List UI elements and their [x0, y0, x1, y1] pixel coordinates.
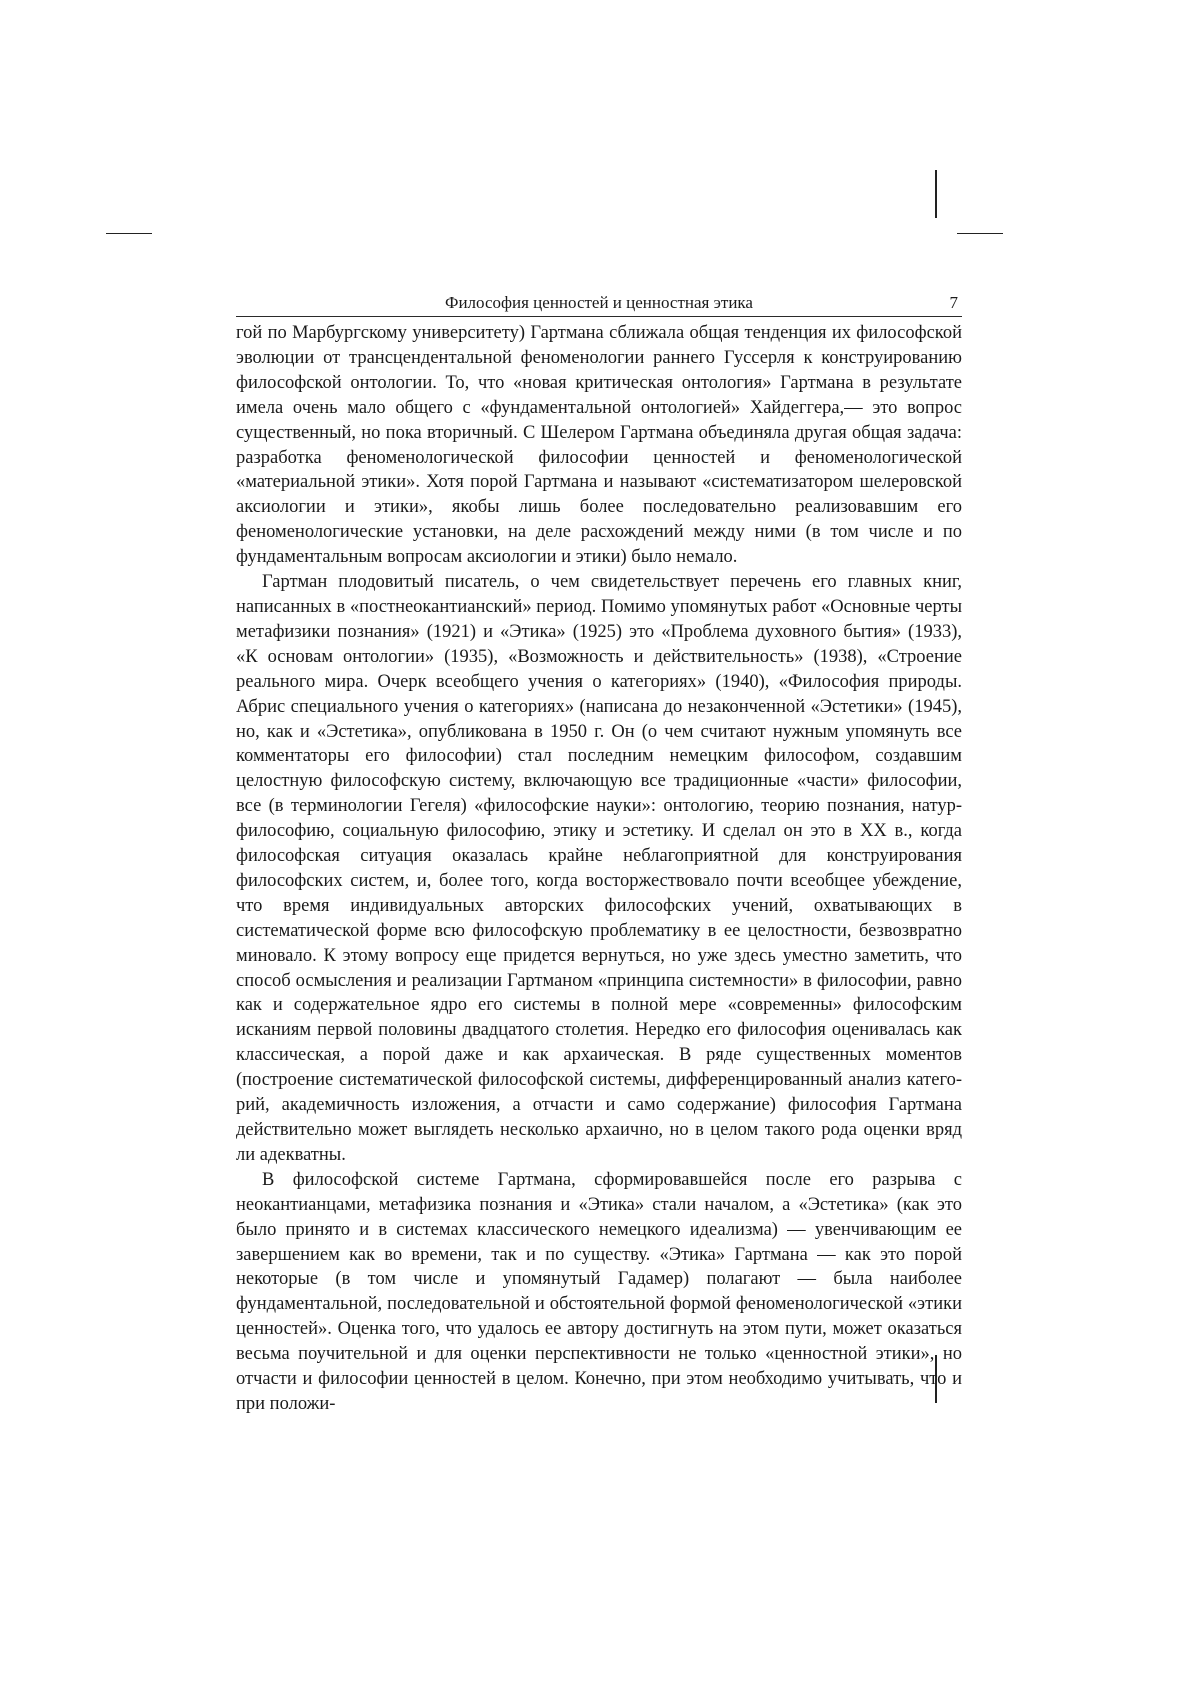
- paragraph-3: В философской системе Гартмана, сформировавшейся после его разрыва с неокантианцами, метафизика познания и «Этика» стали началом, а «Эстетика» (как это было принято и в системах классического немецкого идеализма) — увенчивающим ее завершением как во времени, так и по существу. «Этика» Гартмана — как это порой некоторые (в том числе и упомянутый Гадамер) полагают — была наиболее фундаментальной, последовательной и обстоятельной формой феноменологической «этики ценностей». Оценка того, что удалось ее автору достигнуть на этом пути, может оказаться весьма поучительной и для оценки перспективности не только «ценностной этики», но отчасти и философии ценностей в целом. Конечно, при этом необходимо учитывать, что и при положи-: [236, 1169, 962, 1414]
- paragraph-1: гой по Марбургскому университету) Гартмана сближала общая тенденция их философской эволюции от трансцендентальной феноменологии раннего Гуссерля к конструированию философской онтологии. То, что «новая критическая онтология» Гартмана в результате имела очень мало общего с «фундаментальной онтологией» Хайдеггера,— это вопрос существенный, но пока вторичный. С Шелером Гартмана объединяла другая общая задача: разработка феноменологической философии ценностей и феноменологической «материальной этики». Хотя порой Гартмана и называют «систематизатором шелеровской аксиологии и этики», якобы лишь более последовательно реализовавшим его феноменологические установки, на деле расхождений между ними (в том числе и по фундаментальным вопросам аксиологии и этики) было немало.: [236, 323, 962, 568]
- page-number: 7: [949, 293, 958, 312]
- crop-mark-right: [957, 233, 1003, 234]
- running-header: [236, 290, 962, 317]
- crop-mark-left: [106, 233, 152, 234]
- book-page: [236, 290, 962, 1417]
- crop-mark-top: [935, 170, 937, 218]
- paragraph-2: Гартман плодовитый писатель, о чем свидетельствует перечень его главных книг, написанных в «постнеокантианский» период. Помимо упомянутых работ «Основные черты метафизики познания» (1921) и «Этика» (1925) это «Проблема духовного бытия» (1933), «К основам онтологии» (1935), «Возможность и действительность» (1938), «Строение реального мира. Очерк всеобщего учения о категориях» (1940), «Философия природы. Абрис специального учения о категориях» (написана до незаконченной «Эстетики» (1945), но, как и «Эстетика», опубликована в 1950 г. Он (о чем считают нужным упомянуть все комментаторы его философии) стал последним немецким философом, создавшим целостную философскую систему, включающую все традиционные «части» философии, все (в терминологии Гегеля) «философские науки»: онтологию, теорию познания, натурфилософию, социальную философию, этику и эстетику. И сделал он это в XX в., когда философская ситуация оказалась крайне неблагоприятной для конструирования философских систем, и, более того, когда восторжествовало почти всеобщее убеждение, что время индивидуальных авторских философских учений, охватывающих в систематической форме всю философскую проблематику в ее целостности, безвозвратно миновало. К этому вопросу еще придется вернуться, но уже здесь уместно заметить, что способ осмысления и реализации Гартманом «принципа системности» в философии, равно как и содержательное ядро его системы в полной мере «современны» философским исканиям первой половины двадцатого столетия. Нередко его философия оценивалась как классическая, а порой даже и как архаическая. В ряде существенных моментов (построение систематической философской системы, дифференцированный анализ категорий, академичность изложения, а отчасти и само содержание) философия Гартмана действительно может выглядеть несколько архаично, но в целом такого рода оценки вряд ли адекватны.: [236, 572, 962, 1165]
- body-text: [236, 321, 962, 1417]
- running-title: Философия ценностей и ценностная этика: [445, 293, 753, 312]
